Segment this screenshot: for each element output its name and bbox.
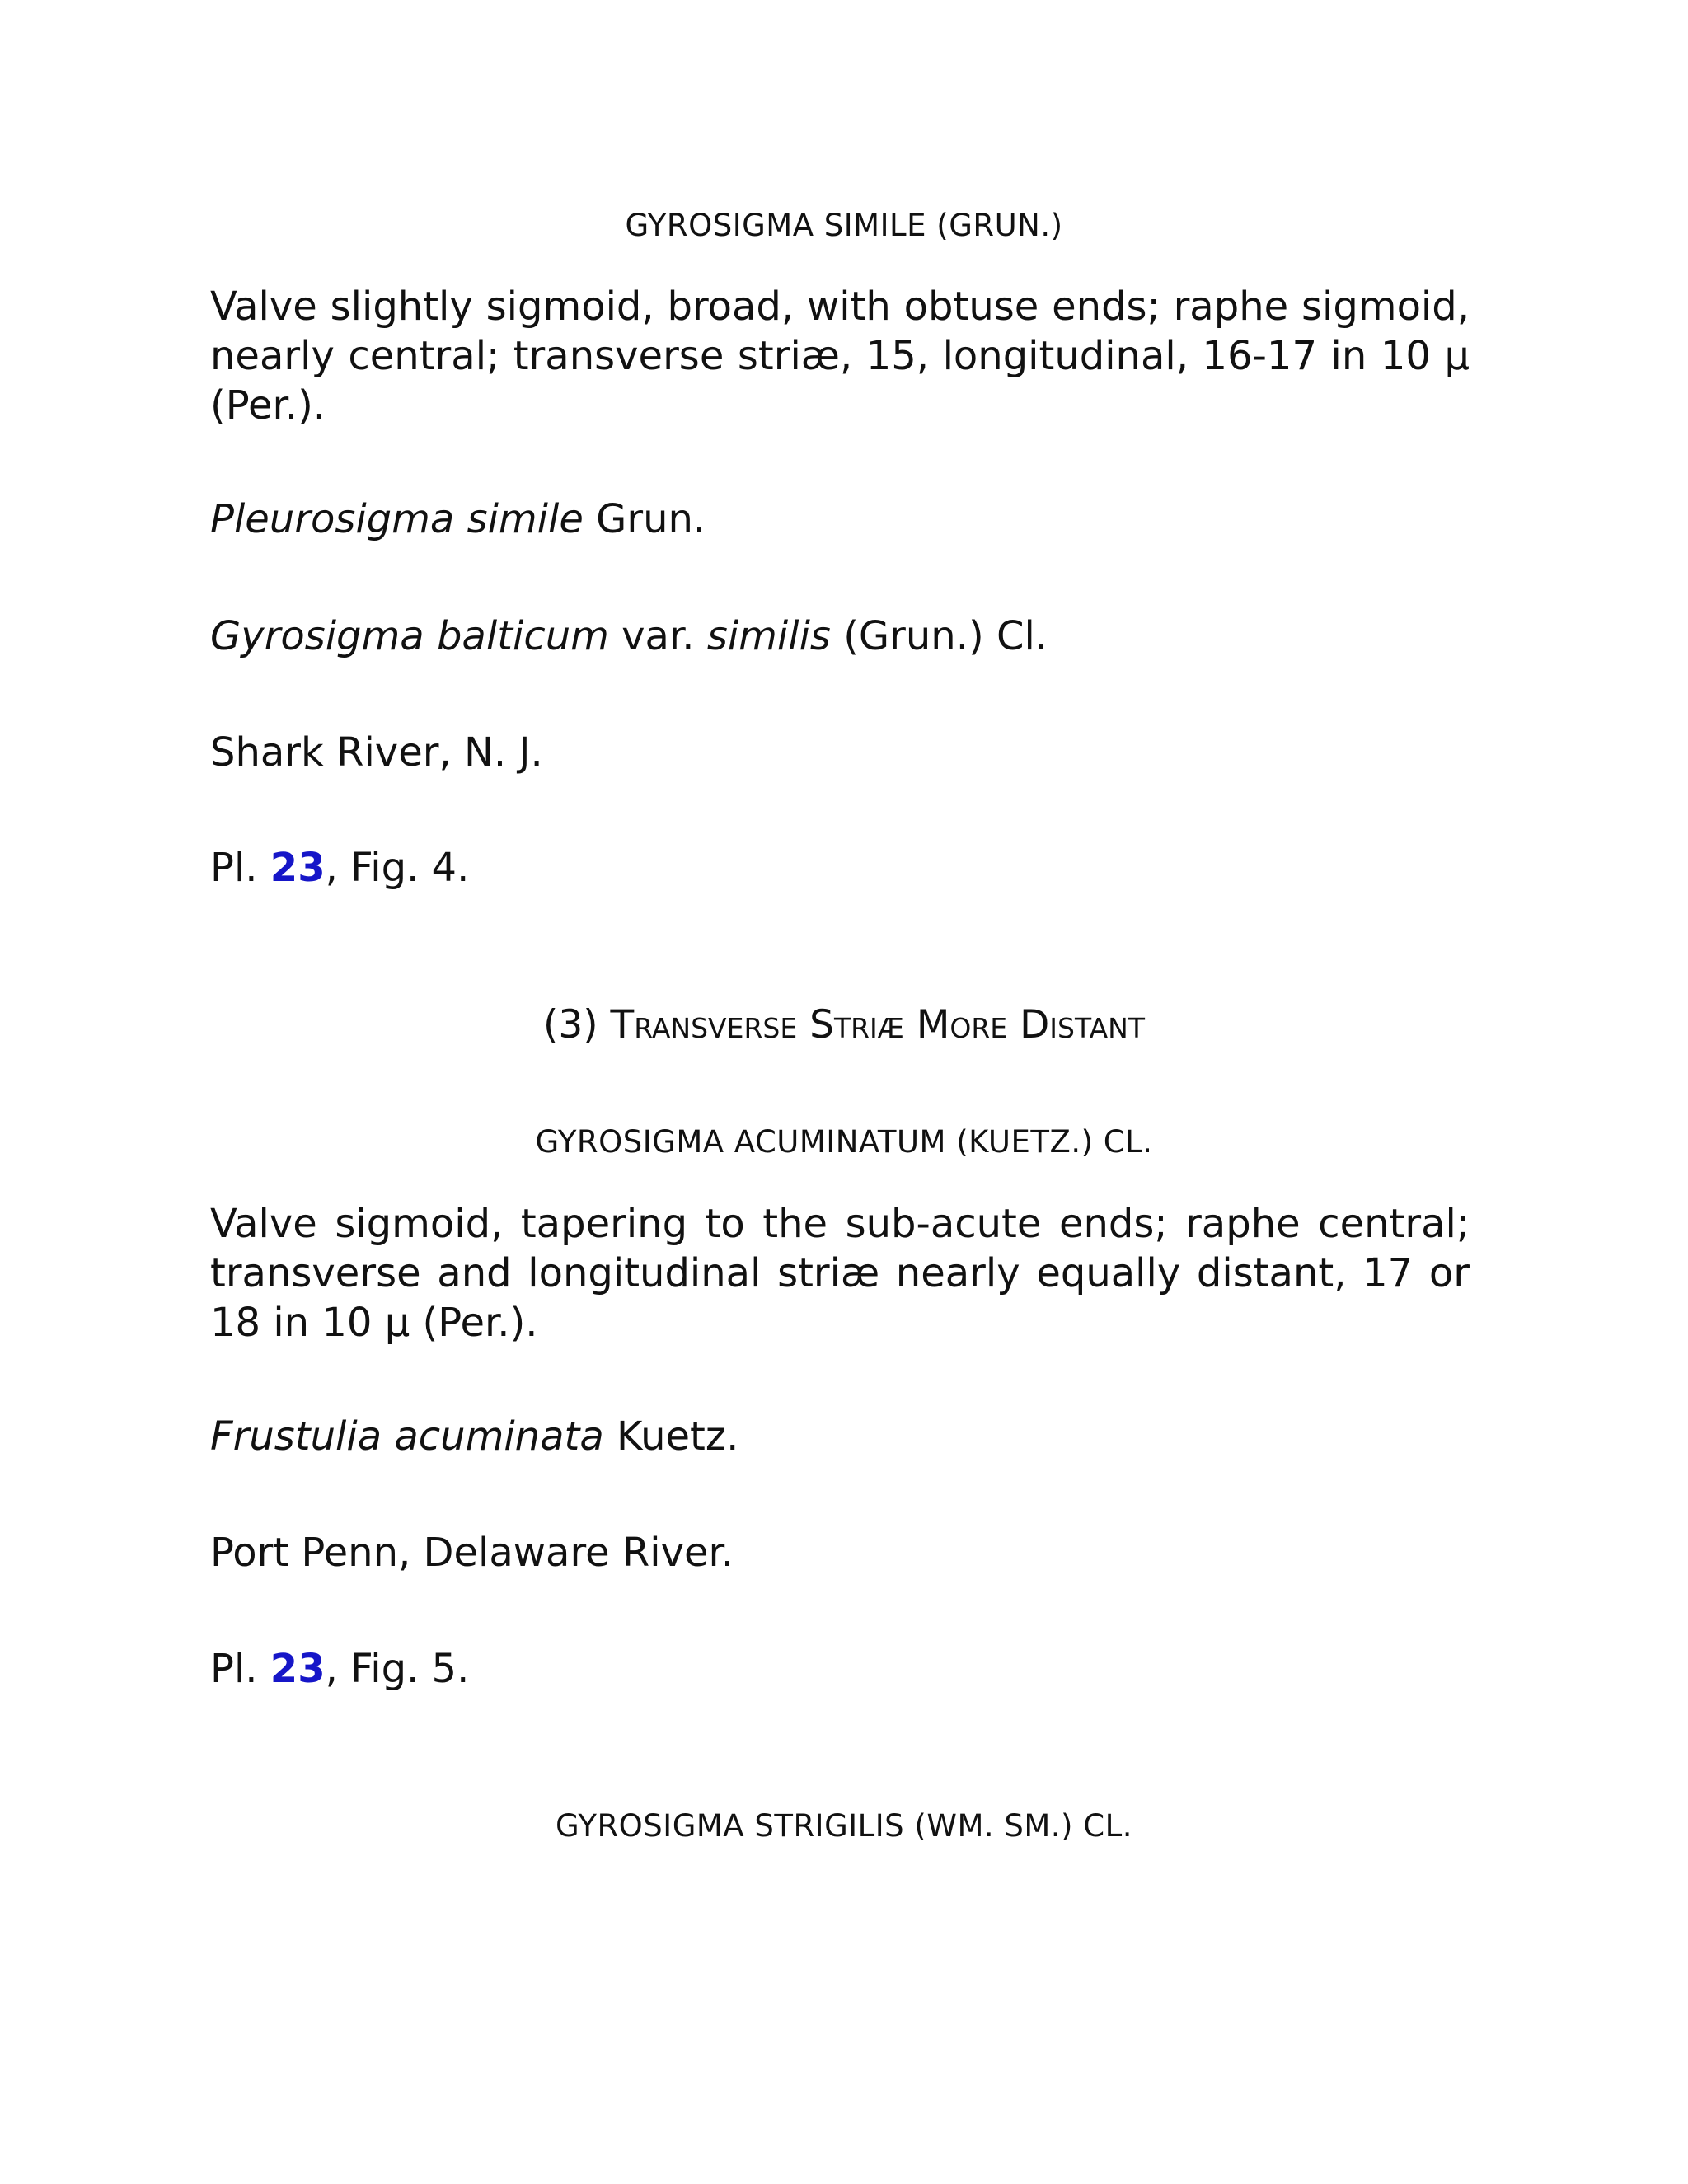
synonym-frustulia-acuminata <box>210 1412 738 1461</box>
synonym-pleurosigma-simile <box>210 494 706 544</box>
plate-reference-acuminatum <box>210 1644 469 1694</box>
plate-23-link[interactable]: 23 <box>270 1646 326 1692</box>
synonym-italic-name: Frustulia acuminata <box>210 1413 604 1460</box>
synonym-italic-name: Pleurosigma simile <box>210 496 584 542</box>
synonym-italic-variety: similis <box>706 613 831 659</box>
synonym-italic-name: Gyrosigma balticum <box>210 613 609 659</box>
species-heading-strigilis: GYROSIGMA STRIGILIS (WM. SM.) CL. <box>556 1808 1132 1844</box>
plate-figure: , Fig. 4. <box>325 845 470 891</box>
synonym-rank-text: var. <box>608 613 707 659</box>
plate-figure: , Fig. 5. <box>325 1646 470 1692</box>
plate-prefix: Pl. <box>210 1646 270 1692</box>
synonym-authority: (Grun.) Cl. <box>830 613 1048 659</box>
synonym-gyrosigma-balticum <box>210 612 1048 661</box>
species-heading-simile: GYROSIGMA SIMILE (GRUN.) <box>625 208 1063 243</box>
synonym-authority: Grun. <box>583 496 706 542</box>
plate-prefix: Pl. <box>210 845 270 891</box>
locality-shark-river: Shark River, N. J. <box>210 729 543 776</box>
synonym-authority: Kuetz. <box>603 1413 739 1460</box>
locality-port-penn: Port Penn, Delaware River. <box>210 1530 734 1576</box>
plate-23-link[interactable]: 23 <box>270 845 326 891</box>
species-description-simile: Valve slightly sigmoid, broad, with obtuse ends; raphe sigmoid, nearly central; transverse striæ, 15, longitudinal, 16-17 in 10 µ (Per.). <box>210 284 1470 429</box>
species-heading-acuminatum: GYROSIGMA ACUMINATUM (KUETZ.) CL. <box>535 1124 1153 1160</box>
section-heading: (3) Transverse Striæ More Distant <box>543 1002 1145 1047</box>
plate-reference-simile <box>210 843 469 893</box>
species-description-acuminatum: Valve sigmoid, tapering to the sub-acute ends; raphe central; transverse and longitudinal striæ nearly equally distant, 17 or 18 in 10 µ (Per.). <box>210 1201 1470 1346</box>
